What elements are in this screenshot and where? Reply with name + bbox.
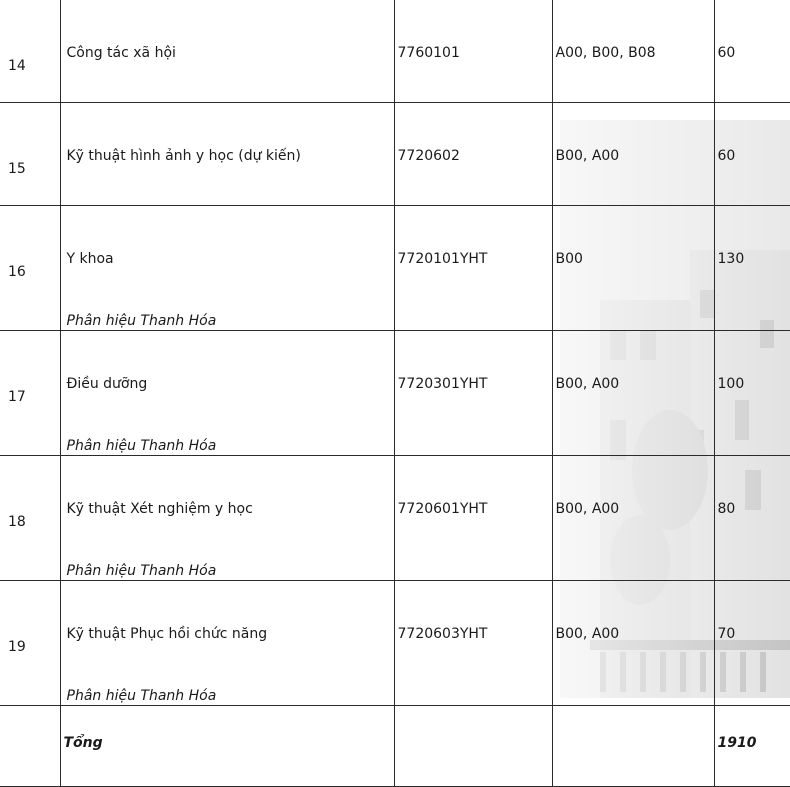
branch-label: Phân hiệu Thanh Hóa: [66, 563, 217, 579]
table-row: [0, 206, 790, 331]
row-number-cell: 14: [0, 0, 60, 103]
major-name-cell: Công tác xã hội: [60, 0, 394, 103]
major-code-cell: 7760101: [394, 0, 552, 103]
table-row: [0, 103, 790, 206]
subject-combination-cell: B00, A00: [552, 456, 714, 581]
subject-combination-cell: [552, 706, 714, 787]
row-number-cell: 17: [0, 331, 60, 456]
subject-combination-cell: A00, B00, B08: [552, 0, 714, 103]
major-name-cell: Kỹ thuật Xét nghiệm y học Phân hiệu Thanh Hóa: [60, 456, 394, 581]
major-name-cell: Kỹ thuật hình ảnh y học (dự kiến): [60, 103, 394, 206]
quota-cell: 60: [714, 0, 790, 103]
row-number-cell: 15: [0, 103, 60, 206]
subject-combination-cell: B00, A00: [552, 331, 714, 456]
total-quota-cell: 1910: [714, 706, 790, 787]
total-label-cell: Tổng: [60, 706, 394, 787]
quota-cell: 100: [714, 331, 790, 456]
major-code-cell: [394, 706, 552, 787]
table-row: [0, 0, 790, 103]
row-number-cell: 16: [0, 206, 60, 331]
table-row: [0, 581, 790, 706]
table-row: [0, 331, 790, 456]
quota-cell: 130: [714, 206, 790, 331]
branch-label: Phân hiệu Thanh Hóa: [66, 313, 217, 329]
row-number-cell: 18: [0, 456, 60, 581]
table-row: [0, 456, 790, 581]
major-code-cell: 7720602: [394, 103, 552, 206]
row-number-cell: 19: [0, 581, 60, 706]
major-code-cell: 7720301YHT: [394, 331, 552, 456]
major-code-cell: 7720601YHT: [394, 456, 552, 581]
major-name-cell: Kỹ thuật Phục hồi chức năng Phân hiệu Thanh Hóa: [60, 581, 394, 706]
subject-combination-cell: B00: [552, 206, 714, 331]
quota-cell: 70: [714, 581, 790, 706]
subject-combination-cell: B00, A00: [552, 581, 714, 706]
quota-cell: 80: [714, 456, 790, 581]
total-row: [0, 706, 790, 787]
subject-combination-cell: B00, A00: [552, 103, 714, 206]
major-name-cell: Y khoa Phân hiệu Thanh Hóa: [60, 206, 394, 331]
major-code-cell: 7720101YHT: [394, 206, 552, 331]
major-name-cell: Điều dưỡng Phân hiệu Thanh Hóa: [60, 331, 394, 456]
row-number-cell: [0, 706, 60, 787]
major-code-cell: 7720603YHT: [394, 581, 552, 706]
quota-cell: 60: [714, 103, 790, 206]
branch-label: Phân hiệu Thanh Hóa: [66, 438, 217, 454]
branch-label: Phân hiệu Thanh Hóa: [66, 688, 217, 704]
